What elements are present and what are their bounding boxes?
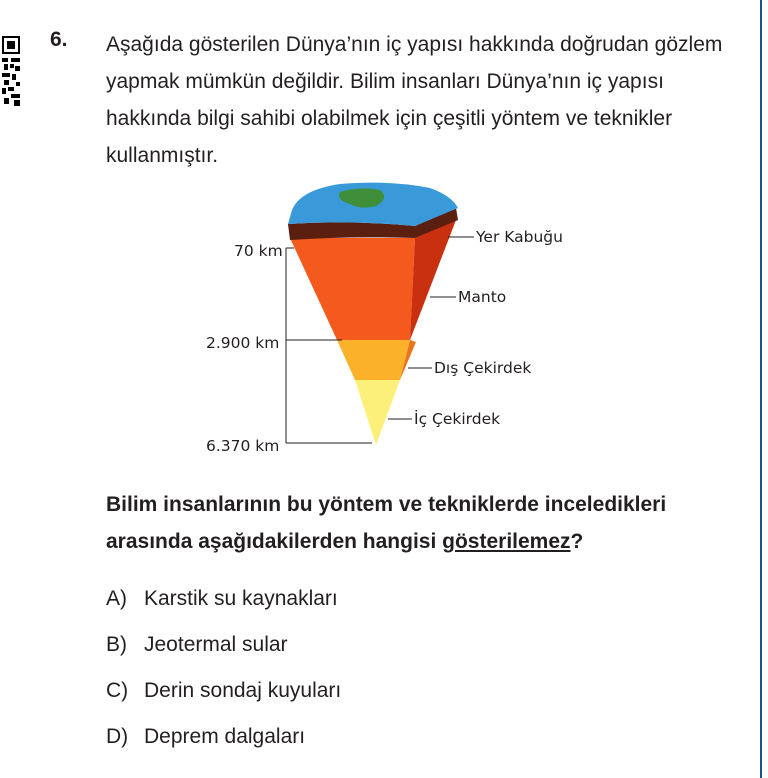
option-letter: A) bbox=[106, 587, 127, 610]
layer-label-inner-core: İç Çekirdek bbox=[414, 410, 501, 428]
layer-label-mantle: Manto bbox=[458, 288, 507, 306]
prompt-main: Bilim insanlarının bu yöntem ve tekniklerde inceledikleri arasında aşağıdakilerden hangisi bbox=[106, 493, 667, 553]
question-prompt bbox=[106, 486, 736, 560]
option-letter: D) bbox=[106, 725, 129, 748]
mantle-layer bbox=[290, 238, 415, 340]
depth-label-center: 6.370 km bbox=[206, 437, 280, 455]
option-b[interactable] bbox=[106, 628, 341, 674]
mantle-side bbox=[410, 220, 456, 340]
option-text: Derin sondaj kuyuları bbox=[144, 679, 342, 702]
page-margin-rule bbox=[760, 0, 762, 778]
option-d[interactable] bbox=[106, 720, 341, 766]
option-letter: C) bbox=[106, 679, 129, 702]
depth-label-crust: 70 km bbox=[234, 242, 283, 260]
answer-options bbox=[106, 582, 341, 766]
depth-label-mantle: 2.900 km bbox=[206, 334, 280, 352]
option-text: Karstik su kaynakları bbox=[144, 587, 338, 610]
inner-core-layer bbox=[355, 380, 400, 445]
outer-core-layer bbox=[337, 340, 410, 380]
prompt-end: ? bbox=[570, 530, 584, 553]
prompt-negative-word: gösterilemez bbox=[442, 530, 571, 553]
option-text: Jeotermal sular bbox=[144, 633, 288, 656]
option-text: Deprem dalgaları bbox=[144, 725, 306, 748]
earth-structure-figure bbox=[190, 180, 590, 470]
layer-label-outer-core: Dış Çekirdek bbox=[434, 359, 532, 377]
question-text: Aşağıda gösterilen Dünya’nın iç yapısı hakkında doğrudan gözlem yapmak mümkün değildir. Bilim insanları Dünya’nın iç yapısı hakkında bilgi sahibi olabilmek için çeşitli yöntem ve teknikler kullanmıştır. bbox=[106, 33, 723, 167]
option-letter: B) bbox=[106, 633, 127, 656]
question-number: 6. bbox=[50, 28, 68, 51]
option-c[interactable] bbox=[106, 674, 341, 720]
qr-code-icon bbox=[2, 36, 20, 106]
layer-label-crust: Yer Kabuğu bbox=[476, 228, 563, 246]
earth-cross-section-diagram bbox=[190, 180, 590, 470]
option-a[interactable] bbox=[106, 582, 341, 628]
